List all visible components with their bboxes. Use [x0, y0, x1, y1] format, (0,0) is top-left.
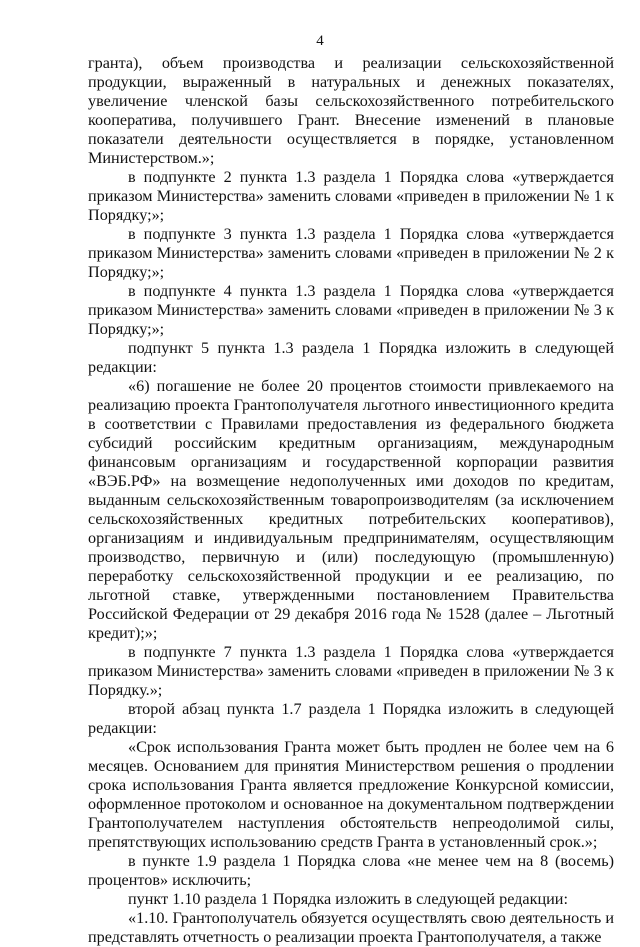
paragraph-3: в подпункте 3 пункта 1.3 раздела 1 Порядка слова «утверждается приказом Министерства» заменить словами «приведен в приложении № 2 к Порядку;»; — [88, 225, 614, 281]
paragraph-8: второй абзац пункта 1.7 раздела 1 Порядка изложить в следующей редакции: — [88, 700, 614, 737]
page-number: 4 — [316, 33, 324, 49]
paragraph-10: в пункте 1.9 раздела 1 Порядка слова «не менее чем на 8 (восемь) процентов» исключить; — [88, 852, 614, 889]
paragraph-11: пункт 1.10 раздела 1 Порядка изложить в следующей редакции: — [128, 890, 568, 908]
paragraph-12: «1.10. Грантополучатель обязуется осуществлять свою деятельность и представлять отчетность о реализации проекта Грантополучателя, а также — [88, 909, 614, 946]
document-body — [88, 54, 614, 947]
paragraph-7: в подпункте 7 пункта 1.3 раздела 1 Порядка слова «утверждается приказом Министерства» заменить словами «приведен в приложении № 3 к Порядку.»; — [88, 643, 614, 699]
paragraph-1: гранта), объем производства и реализации сельскохозяйственной продукции, выраженный в натуральных и денежных показателях, увеличение членской базы сельскохозяйственного потребительского кооператива, получившего Грант. Внесение изменений в плановые показатели деятельности осуществляется в порядке, установленном Министерством.»; — [88, 54, 614, 167]
paragraph-4: в подпункте 4 пункта 1.3 раздела 1 Порядка слова «утверждается приказом Министерства» заменить словами «приведен в приложении № 3 к Порядку;»; — [88, 282, 614, 338]
paragraph-2: в подпункте 2 пункта 1.3 раздела 1 Порядка слова «утверждается приказом Министерства» заменить словами «приведен в приложении № 1 к Порядку;»; — [88, 168, 614, 224]
paragraph-6: «6) погашение не более 20 процентов стоимости привлекаемого на реализацию проекта Грантополучателя льготного инвестиционного кредита в соответствии с Правилами предоставления из федерального бюджета субсидий российским кредитным организациям, международным финансовым организациям и государственной корпорации развития «ВЭБ.РФ» на возмещение недополученных ими доходов по кредитам, выданным сельскохозяйственным товаропроизводителям (за исключением сельскохозяйственных кредитных потребительских кооперативов), организациям и индивидуальным предпринимателям, осуществляющим производство, первичную и (или) последующую (промышленную) переработку сельскохозяйственной продукции и ее реализацию, по льготной ставке, утвержденными постановлением Правительства Российской Федерации от 29 декабря 2016 года № 1528 (далее – Льготный кредит);»; — [88, 377, 614, 642]
paragraph-9: «Срок использования Гранта может быть продлен не более чем на 6 месяцев. Основанием для принятия Министерством решения о продлении срока использования Гранта является предложение Конкурсной комиссии, оформленное протоколом и основанное на документальном подтверждении Грантополучателем наступления обстоятельств непреодолимой силы, препятствующих использованию средств Гранта в установленный срок.»; — [88, 738, 614, 851]
paragraph-5: подпункт 5 пункта 1.3 раздела 1 Порядка изложить в следующей редакции: — [88, 339, 614, 376]
